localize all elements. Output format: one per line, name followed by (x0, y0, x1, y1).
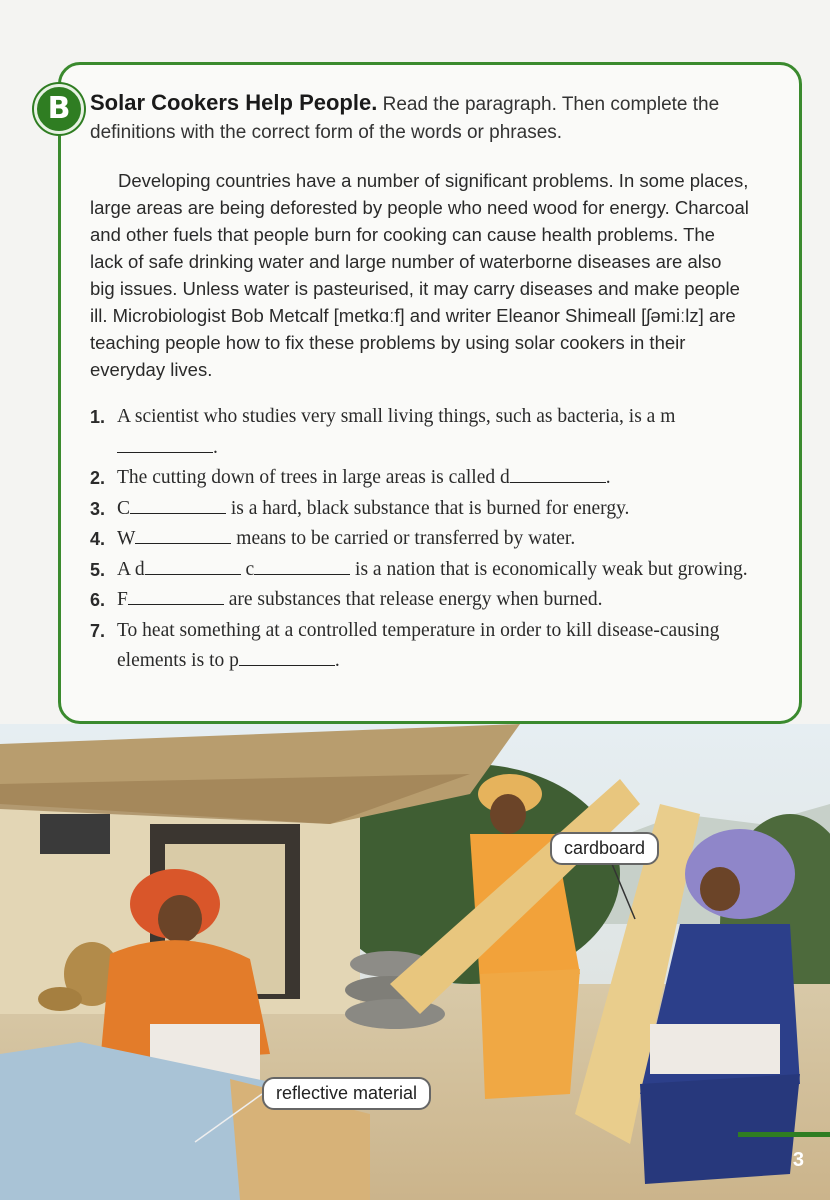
definition-item-5 (90, 555, 770, 586)
item-text-mid: c (240, 558, 255, 580)
answer-blank[interactable] (135, 525, 231, 544)
item-text-end: means to be carried or transferred by water. (231, 528, 576, 549)
exercise-heading (90, 89, 780, 147)
item-text-end: . (213, 436, 218, 458)
paragraph-text: Developing countries have a number of significant problems. In some places, large areas are being deforested by people who need wood for energy. Charcoal and other fuels that people burn for cooking can cause health problems. The lack of safe drinking water and large number of waterborne diseases are also big issues. Unless water is pasteurised, it may carry diseases and make people ill. Microbiologist Bob Metcalf [metkɑːf] and writer Eleanor Shimeall [ʃəmiːlz] are teaching people how to fix these problems by using solar cookers in their everyday lives. (90, 170, 749, 380)
answer-blank[interactable] (117, 434, 213, 453)
item-text: W (117, 528, 136, 549)
item-number: 4. (90, 529, 106, 549)
reading-paragraph (90, 167, 750, 383)
page-number: 3 (792, 1149, 804, 1171)
item-text-end: is a hard, black substance that is burned for energy. (226, 497, 630, 519)
answer-blank[interactable] (145, 556, 241, 575)
item-text: The cutting down of trees in large areas is called d (117, 467, 510, 488)
label-cardboard: cardboard (550, 832, 659, 865)
item-number: 5. (90, 559, 106, 580)
answer-blank[interactable] (239, 647, 335, 666)
definition-item-2 (90, 463, 770, 494)
definition-item-4 (90, 524, 770, 555)
exercise-title: Solar Cookers Help People. (90, 90, 378, 115)
item-text-end: is a nation that is economically weak but growing. (350, 558, 748, 580)
item-number: 3. (90, 498, 106, 519)
item-text: To heat something at a controlled temperature in order to kill disease-causing elements is to p (117, 619, 720, 671)
definition-item-3 (90, 494, 770, 525)
item-number: 6. (90, 590, 106, 610)
item-number: 7. (90, 620, 106, 641)
answer-blank[interactable] (510, 464, 606, 483)
answer-blank[interactable] (128, 586, 224, 605)
item-text: A scientist who studies very small living things, such as bacteria, is a m (117, 406, 676, 427)
item-text: F (117, 589, 128, 610)
item-number: 1. (90, 407, 106, 427)
exercise-badge: B (34, 84, 84, 134)
definition-item-7 (90, 616, 770, 677)
item-text: A d (117, 558, 145, 580)
definition-item-1 (90, 402, 770, 463)
item-text-end: . (334, 650, 340, 671)
label-reflective-material: reflective material (262, 1077, 431, 1110)
illustration-solar-cooker (0, 724, 830, 1200)
illustration-art (0, 724, 830, 1200)
answer-blank[interactable] (130, 495, 226, 514)
definition-list (90, 402, 770, 677)
item-text-end: . (605, 467, 611, 488)
exercise-instruction: Read the paragraph. Then complete the definitions with the correct form of the words or phrases. (90, 94, 720, 143)
answer-blank[interactable] (254, 556, 350, 575)
definition-item-6 (90, 585, 770, 616)
item-text-end: are substances that release energy when burned. (223, 589, 603, 610)
item-number: 2. (90, 468, 106, 488)
item-text: C (117, 497, 131, 519)
